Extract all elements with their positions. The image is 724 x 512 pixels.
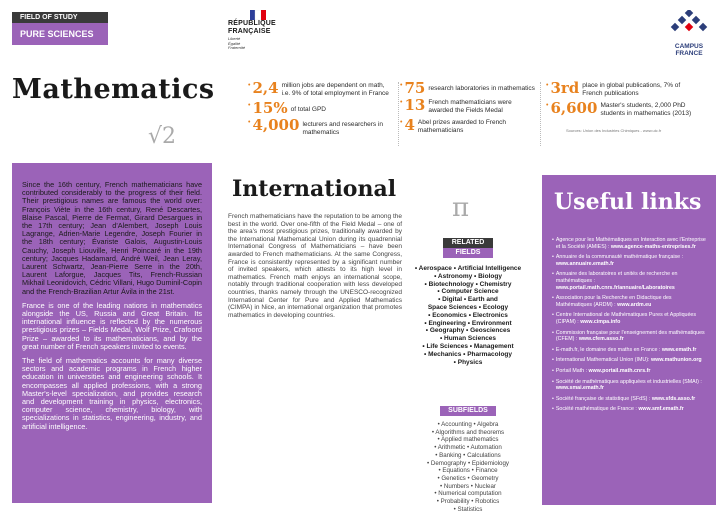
bullet-icon: • — [552, 367, 554, 374]
bullet-icon: • — [552, 378, 554, 385]
stats-column-3 — [546, 79, 692, 122]
useful-link-body — [556, 396, 695, 403]
useful-link-body — [556, 271, 708, 291]
history-panel — [12, 163, 212, 503]
useful-link-text: Agence pour les Mathématiques en Interaction avec l'Entreprise et la Société (AMIES) : — [555, 237, 706, 250]
related-field-line: • Astronomy • Biology — [434, 272, 502, 280]
subfield-line: • Applied mathematics — [437, 436, 499, 444]
marianne-icon — [250, 10, 266, 20]
useful-link-body — [556, 254, 708, 267]
subfields-list — [408, 421, 528, 512]
rf-motto-1: Liberté — [228, 36, 241, 41]
subfield-line: • Accounting • Algebra — [437, 421, 499, 428]
useful-link-text: Centre International de Mathématiques Pures et Appliquées (CIPAM) : — [555, 312, 697, 325]
useful-link-text: Société mathématique de France : — [555, 406, 639, 413]
subfield-line: • Numbers • Nuclear — [440, 482, 496, 490]
rf-line1: RÉPUBLIQUE — [228, 20, 276, 27]
international-text: French mathematicians have the reputation to be among the best in the world. Over one-fifth of the Field Medal – one of the area's most prestigious prizes, traditionally awarded by the International Mathematical Union during its quadrennial International Congress of Mathematicians – have been awarded to French mathematicians. At the same Congress, France is consistently represented by a significant number of invited speakers, which attests to its high level in mathematics. French math enjoys an international scope, notably through traditional cooperation with less developed countries, thanks namely through the UNESCO-recognized International Center for Pure and Applied Mathematics (CIMPA) in Nice, an international organization that promotes mathematics in developing countries. — [228, 213, 402, 319]
stat-item: • 75 research laboratories in mathematics — [400, 79, 535, 97]
useful-link-url[interactable]: www.mathunion.org — [650, 357, 702, 364]
useful-link-body — [556, 295, 708, 308]
useful-link-url[interactable]: www.portail.math.cnrs.fr/annuaire/Laboratoires — [555, 284, 675, 291]
campus-france-logo — [664, 10, 714, 57]
rf-motto — [228, 37, 288, 51]
international-title: International — [232, 176, 397, 202]
pi-icon: π — [452, 193, 470, 223]
related-field-line: • Aerospace • Artificial Intelligence — [414, 265, 522, 272]
related-field-line: Space Sciences • Ecology — [427, 303, 509, 311]
useful-link-item — [552, 271, 708, 291]
subfield-line: • Equations • Finance — [438, 467, 498, 475]
cf-line2: FRANCE — [675, 50, 703, 57]
stats-column-1 — [248, 79, 392, 141]
stats-column-2 — [400, 79, 536, 139]
stat-item: • 6,600 Master's students, 2,000 PhD students in mathematics (2013) — [546, 99, 692, 117]
stat-item: • 2,4 million jobs are dependent on math, i.e. 9% of total employment in France — [248, 79, 389, 97]
page-title: Mathematics — [12, 74, 215, 105]
related-field-line: • Biotechnology • Chemistry — [424, 280, 512, 288]
category-badge: PURE SCIENCES — [12, 23, 108, 45]
useful-link-body — [556, 312, 708, 325]
useful-link-url[interactable]: www.annuaire.emath.fr — [555, 260, 614, 267]
useful-link-item — [552, 254, 708, 267]
history-paragraph: France is one of the leading nations in mathematics alongside the US, Russia and Great Britain. Its international influence is reflected by the numerous prestigious prizes – Fields Medal, Wolf Prize, Crafoord Prize – awarded to its mathematicians, and by the great number of French speakers invited to events. — [22, 300, 202, 351]
useful-link-text: Commission française pour l'enseignement des mathématiques (CFEM) : — [555, 329, 705, 343]
useful-link-url[interactable]: www.portail.math.cnrs.fr — [588, 367, 651, 374]
related-field-line: • Human Sciences — [439, 335, 497, 343]
useful-links-title: Useful links — [554, 189, 702, 215]
useful-link-text: Annuaire des laboratoires et unités de recherche en mathématiques : — [555, 271, 678, 284]
campus-france-diamond-icon — [668, 10, 710, 36]
useful-link-text: E-math.fr, le domaine des maths en France : — [555, 346, 662, 353]
cf-line1: CAMPUS — [674, 43, 704, 50]
rf-motto-3: Fraternité — [228, 45, 246, 50]
subfield-line: • Arithmetic • Automation — [434, 444, 502, 452]
bullet-icon: • — [552, 254, 554, 261]
bullet-icon: • — [552, 346, 554, 353]
subfield-line: • Probability • Robotics — [436, 498, 500, 506]
subfield-line: • Demography • Epidemiology — [426, 459, 510, 467]
useful-link-body — [556, 330, 708, 343]
useful-link-url[interactable]: www.agence-maths-entreprises.fr — [610, 243, 696, 250]
useful-links-list — [552, 237, 708, 413]
useful-link-text: International Mathematical Union (IMU): — [555, 357, 651, 364]
useful-link-item — [552, 396, 708, 403]
related-fields-badge — [443, 238, 493, 258]
subfield-line: • Banking • Calculations — [435, 451, 501, 459]
useful-link-text: Annuaire de la communauté mathématique française : — [555, 254, 684, 261]
republique-francaise-logo — [228, 10, 288, 51]
useful-link-item — [552, 406, 708, 413]
useful-link-url[interactable]: www.smai.emath.fr — [555, 385, 604, 392]
useful-link-item — [552, 357, 708, 364]
stat-item: • 4 Abel prizes awarded to French mathematicians — [400, 116, 507, 134]
related-field-line: • Mechanics • Pharmacology — [424, 350, 512, 358]
useful-link-url[interactable]: www.cfem.asso.fr — [578, 336, 624, 343]
subfield-line: • Statistics — [453, 505, 483, 512]
subfield-line: • Numerical computation — [434, 490, 502, 498]
related-field-line: • Life Sciences • Management — [422, 342, 514, 350]
useful-link-body — [556, 406, 684, 413]
useful-link-url[interactable]: www.ardm.eu — [617, 301, 652, 308]
related-fields-list — [408, 265, 528, 366]
related-field-line: • Physics — [453, 358, 483, 366]
bullet-icon: • — [552, 271, 554, 278]
useful-link-body — [556, 379, 708, 392]
useful-link-body — [556, 237, 708, 250]
stat-item: • 13 French mathematicians were awarded the Fields Medal — [400, 96, 512, 114]
bullet-icon: • — [552, 395, 554, 402]
useful-link-item — [552, 347, 708, 354]
subfield-line: • Algorithms and theorems — [431, 428, 505, 436]
history-paragraph: The field of mathematics accounts for many diverse sectors and academic programs in French higher education in universities and engineering schools. It encompasses all applied professions, with a strong Master's-level specialization, and provides research and development training in physics, electronics, computer science, chemistry, biology, with specializations in statistics, engineering, industry, and artificial intelligence. — [22, 356, 202, 431]
related-field-line: • Digital • Earth and — [438, 296, 498, 304]
useful-link-text: Association pour la Recherche en Didactique des Mathématiques (ARDM) : — [555, 295, 672, 308]
useful-link-url[interactable]: www.cimpa.info — [580, 318, 621, 325]
useful-links-panel — [542, 175, 716, 505]
useful-link-text: Société de mathématiques appliquées et industrielles (SMAI) : — [555, 378, 702, 385]
stats-source: Sources: Union des Industries Chimiques - www.uic.fr — [566, 128, 662, 133]
related-label: RELATED — [443, 238, 493, 248]
field-of-study-label: FIELD OF STUDY — [12, 12, 108, 23]
useful-link-item — [552, 379, 708, 392]
bullet-icon: • — [552, 312, 554, 319]
rf-motto-2: Égalité — [228, 40, 241, 46]
stats-divider — [540, 82, 541, 146]
bullet-icon: • — [552, 329, 554, 336]
useful-link-item — [552, 312, 708, 325]
related-field-line: • Economics • Electronics — [428, 311, 508, 319]
stats-divider — [398, 82, 399, 146]
useful-link-body — [556, 347, 697, 354]
useful-link-item — [552, 330, 708, 343]
related-field-line: • Engineering • Environment — [424, 319, 512, 327]
useful-link-body — [556, 357, 702, 364]
stat-item: • 15% of total GPD — [248, 99, 326, 117]
useful-link-url[interactable]: www.smf.emath.fr — [638, 406, 684, 413]
sqrt-2-icon: √2 — [148, 124, 177, 149]
subfields-badge: SUBFIELDS — [440, 406, 496, 416]
useful-link-item — [552, 368, 708, 375]
related-field-line: • Computer Science — [437, 288, 499, 296]
stat-item: • 4,000 lecturers and researchers in mathematics — [248, 116, 384, 136]
stat-item: • 3rd place in global publications, 7% of French publications — [546, 79, 681, 97]
bullet-icon: • — [552, 357, 554, 364]
subfield-line: • Genetics • Geometry — [437, 474, 499, 482]
bullet-icon: • — [552, 237, 554, 243]
bullet-icon: • — [552, 406, 554, 413]
useful-link-text: Portail Math : — [555, 367, 589, 374]
useful-link-body — [556, 368, 651, 375]
useful-link-item — [552, 295, 708, 308]
useful-link-url[interactable]: www.emath.fr — [661, 346, 697, 353]
useful-link-text: Société française de statistique (SFdS) : — [555, 395, 652, 402]
useful-link-url[interactable]: www.sfds.asso.fr — [651, 395, 696, 402]
history-paragraph: Since the 16th century, French mathematicians have contributed considerably to the progress of their field. Their prestigious names are famous the world over: François Viète in the 16th century, René Descartes, Blaise Pascal, Pierre de Fermat, Girard Desargues in the 17th century; Jean d'Alembert, Joseph Louis Lagrange, Adrien-Marie Legendre, Joseph Fourier in the 18th century; Évariste Galois, Augustin-Louis Cauchy, Joseph Liouville, Henri Poincaré in the 19th century; Jacques Hadamard, André Weil, Jean Leray, Laurent Schwartz, Jean-Pierre Serre in the 20th, Laurent Laforgue, Jacques Tits, French-Russian Mikhail Leonidovich, Cédric Villani, Hugo Duminil-Copin and the French-Brazilian Artur Ávila in the 21st. — [22, 180, 202, 296]
useful-link-item — [552, 237, 708, 250]
bullet-icon: • — [552, 295, 554, 302]
related-field-line: • Geography • Geosciences — [425, 327, 511, 335]
rf-line2: FRANÇAISE — [228, 28, 271, 35]
fields-label: FIELDS — [443, 248, 493, 258]
